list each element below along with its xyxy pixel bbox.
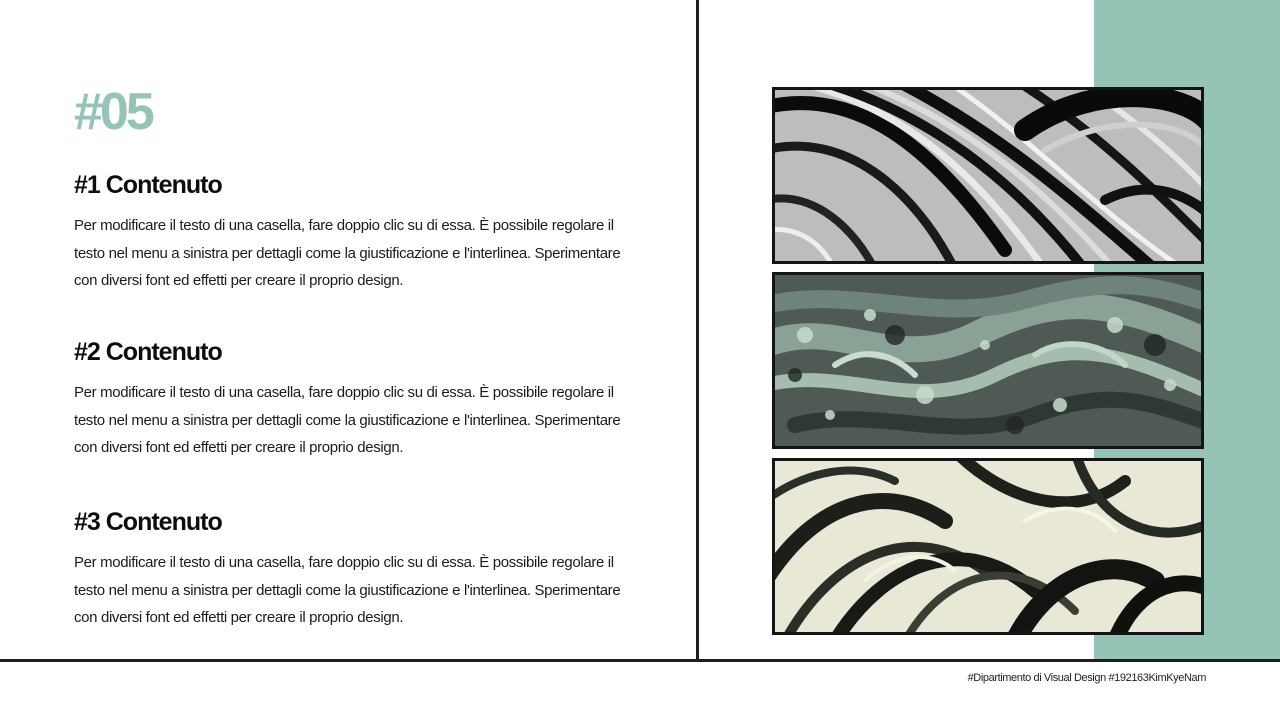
- section-title: #3 Contenuto: [74, 508, 222, 536]
- section-body: Per modificare il testo di una casella, fare doppio clic su di essa. È possibile regolare il testo nel menu a sinistra per dettagli come la giustificazione e l'interlinea. Sperimentare con diversi font ed effetti per creare il proprio design.: [74, 554, 621, 626]
- footer-credit: #Dipartimento di Visual Design #192163KimKyeNam: [967, 672, 1206, 684]
- cream-black-marble-image: [772, 458, 1204, 635]
- content-section-2: [74, 337, 634, 462]
- content-section-1: [74, 170, 634, 295]
- section-body: Per modificare il testo di una casella, fare doppio clic su di essa. È possibile regolare il testo nel menu a sinistra per dettagli come la giustificazione e l'interlinea. Sperimentare con diversi font ed effetti per creare il proprio design.: [74, 217, 621, 289]
- vertical-divider: [696, 0, 699, 661]
- section-title: #2 Contenuto: [74, 338, 222, 366]
- slide-number: #05: [74, 83, 152, 141]
- content-section-3: [74, 507, 634, 632]
- black-white-marble-image: [772, 87, 1204, 264]
- section-body: Per modificare il testo di una casella, fare doppio clic su di essa. È possibile regolare il testo nel menu a sinistra per dettagli come la giustificazione e l'interlinea. Sperimentare con diversi font ed effetti per creare il proprio design.: [74, 384, 621, 456]
- section-title: #1 Contenuto: [74, 171, 222, 199]
- horizontal-divider: [0, 659, 1280, 662]
- green-gray-marble-image: [772, 272, 1204, 449]
